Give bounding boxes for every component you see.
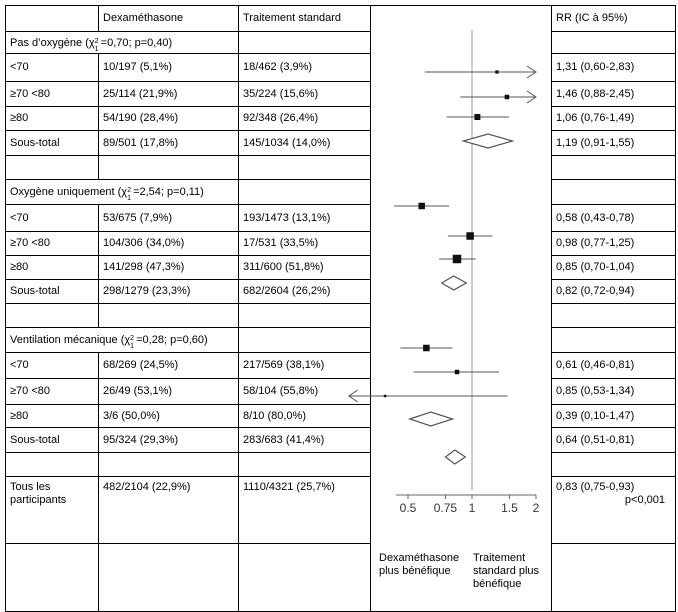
forest-plot [370, 5, 551, 527]
rr-value: 1,19 (0,91-1,55) [552, 131, 676, 156]
rr-value: 0,98 (0,77-1,25) [552, 232, 676, 256]
dex-value: 482/2104 (22,9%) [99, 477, 239, 544]
row-label: Sous-total [6, 131, 99, 156]
table-row [6, 205, 676, 232]
point-estimate [466, 232, 474, 240]
empty-cell [239, 32, 371, 54]
spacer-cell [239, 304, 371, 328]
spacer-cell [552, 156, 676, 180]
dex-value: 10/197 (5,1%) [99, 54, 239, 82]
empty-cell [552, 544, 676, 612]
row-label: Sous-total [6, 280, 99, 304]
favours-left-label: Dexaméthasone plus bénéfique [379, 551, 460, 577]
dex-value: 298/1279 (23,3%) [99, 280, 239, 304]
header-standard: Traitement standard [239, 6, 371, 32]
point-estimate [418, 203, 425, 210]
summary-diamond [463, 134, 512, 148]
table-row [6, 353, 676, 379]
table-row [6, 379, 676, 405]
std-value: 145/1034 (14,0%) [239, 131, 371, 156]
dex-value: 26/49 (53,1%) [99, 379, 239, 405]
favours-cell [371, 544, 552, 612]
forest-plot-table [5, 5, 676, 612]
point-estimate [474, 114, 480, 120]
rr-value: 0,39 (0,10-1,47) [552, 405, 676, 428]
summary-diamond [445, 450, 465, 464]
rr-value: 1,06 (0,76-1,49) [552, 107, 676, 131]
summary-diamond [410, 412, 453, 426]
dex-value: 104/306 (34,0%) [99, 232, 239, 256]
row-label: ≥70 <80 [6, 82, 99, 107]
rr-value: 1,46 (0,88-2,45) [552, 82, 676, 107]
row-label: ≥70 <80 [6, 379, 99, 405]
empty-cell [239, 328, 371, 353]
table-row [6, 131, 676, 156]
std-value: 1110/4321 (25,7%) [239, 477, 371, 544]
empty-cell [99, 544, 239, 612]
rr-value: 0,83 (0,75-0,93) [556, 481, 635, 493]
table-row [6, 82, 676, 107]
dex-value: 68/269 (24,5%) [99, 353, 239, 379]
row-label: Sous-total [6, 428, 99, 453]
header-rr: RR (IC à 95%) [552, 6, 676, 32]
empty-cell [552, 328, 676, 353]
spacer-cell [552, 304, 676, 328]
rr-value: 1,31 (0,60-2,83) [552, 54, 676, 82]
row-label: ≥80 [6, 256, 99, 280]
overall-label: Tous les participants [6, 477, 99, 544]
table-row [6, 428, 676, 453]
overall-row [6, 477, 676, 544]
rr-value: 0,61 (0,46-0,81) [552, 353, 676, 379]
row-label: <70 [6, 353, 99, 379]
x-tick-label: 0.75 [433, 501, 458, 515]
point-estimate [495, 70, 498, 73]
row-label: ≥70 <80 [6, 232, 99, 256]
std-value: 283/683 (41,4%) [239, 428, 371, 453]
x-tick-label: 0.5 [399, 501, 417, 515]
empty-cell [239, 180, 371, 205]
dex-value: 25/114 (21,9%) [99, 82, 239, 107]
rr-value: 0,64 (0,51-0,81) [552, 428, 676, 453]
x-tick-label: 1.5 [501, 501, 518, 515]
point-estimate [453, 255, 462, 264]
rr-value: 0,58 (0,43-0,78) [552, 205, 676, 232]
row-label: ≥80 [6, 107, 99, 131]
row-label: <70 [6, 54, 99, 82]
rr-value: 0,85 (0,70-1,04) [552, 256, 676, 280]
point-estimate [505, 95, 510, 100]
point-estimate [423, 345, 430, 352]
group-title-ventilation: Ventilation mécanique (χ 2 1 =0,28; p=0,60) [6, 328, 239, 353]
summary-diamond [442, 276, 467, 290]
std-value: 217/569 (38,1%) [239, 353, 371, 379]
std-value: 193/1473 (13,1%) [239, 205, 371, 232]
group-title-no-oxygen: Pas d’oxygène (χ 2 1 =0,70; p=0,40) [6, 32, 239, 54]
empty-cell [239, 544, 371, 612]
dex-value: 3/6 (50,0%) [99, 405, 239, 428]
dex-value: 141/298 (47,3%) [99, 256, 239, 280]
std-value: 18/462 (3,9%) [239, 54, 371, 82]
table-row [6, 405, 676, 428]
std-value: 92/348 (26,4%) [239, 107, 371, 131]
rr-value: 0,85 (0,53-1,34) [552, 379, 676, 405]
row-label: <70 [6, 205, 99, 232]
table-row [6, 280, 676, 304]
spacer-cell [99, 156, 239, 180]
header-empty [6, 6, 99, 32]
x-tick-label: 2 [532, 501, 540, 515]
rr-value: 0,82 (0,72-0,94) [552, 280, 676, 304]
spacer-cell [239, 156, 371, 180]
table-row [6, 232, 676, 256]
table-row [6, 107, 676, 131]
std-value: 8/10 (80,0%) [239, 405, 371, 428]
std-value: 58/104 (55,8%) [239, 379, 371, 405]
table-row [6, 256, 676, 280]
empty-cell [552, 32, 676, 54]
spacer-cell [99, 304, 239, 328]
spacer-cell [99, 453, 239, 477]
dex-value: 54/190 (28,4%) [99, 107, 239, 131]
std-value: 35/224 (15,6%) [239, 82, 371, 107]
x-tick-label: 1 [468, 501, 476, 515]
dex-value: 95/324 (29,3%) [99, 428, 239, 453]
spacer-cell [6, 304, 99, 328]
spacer-cell [239, 453, 371, 477]
std-value: 311/600 (51,8%) [239, 256, 371, 280]
std-value: 682/2604 (26,2%) [239, 280, 371, 304]
table-row [6, 54, 676, 82]
dex-value: 53/675 (7,9%) [99, 205, 239, 232]
point-estimate [455, 370, 460, 375]
point-estimate [384, 395, 387, 398]
row-label: ≥80 [6, 405, 99, 428]
empty-cell [6, 544, 99, 612]
p-value: p<0,001 [624, 494, 665, 506]
spacer-cell [6, 156, 99, 180]
spacer-cell [552, 453, 676, 477]
std-value: 17/531 (33,5%) [239, 232, 371, 256]
overall-rr-cell [552, 477, 676, 544]
spacer-cell [6, 453, 99, 477]
favours-right-label: Traitement standard plus bénéfique [473, 551, 540, 590]
dex-value: 89/501 (17,8%) [99, 131, 239, 156]
empty-cell [552, 180, 676, 205]
header-dexamethasone: Dexaméthasone [99, 6, 239, 32]
group-title-oxygen-only: Oxygène uniquement (χ 2 1 =2,54; p=0,11) [6, 180, 239, 205]
